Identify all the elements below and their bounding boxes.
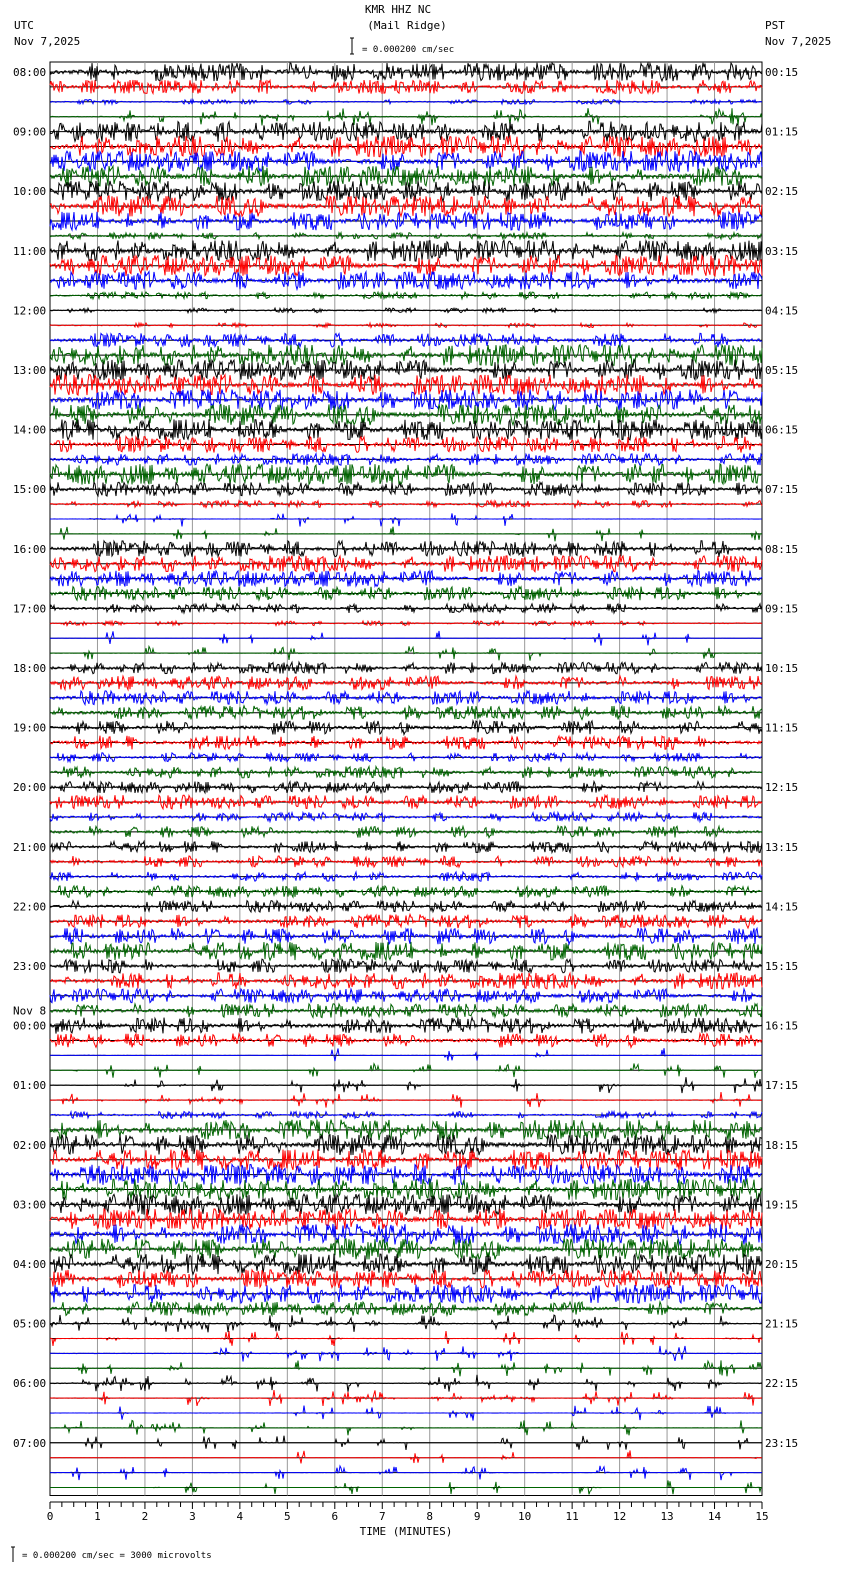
x-tick-label: 12 [612, 1510, 627, 1523]
pst-hour-label: 21:15 [765, 1317, 799, 1331]
pst-hour-label: 11:15 [765, 721, 799, 735]
seismic-trace [50, 1077, 762, 1093]
date-change-label: Nov 8 [13, 1004, 47, 1018]
pst-hour-label: 16:15 [765, 1019, 799, 1033]
x-tick-label: 14 [707, 1510, 722, 1523]
pst-hour-label: 08:15 [765, 542, 799, 556]
utc-hour-label: 12:00 [13, 304, 47, 318]
x-tick-label: 7 [378, 1510, 386, 1523]
x-tick-label: 5 [284, 1510, 291, 1523]
pst-hour-label: 04:15 [765, 304, 799, 318]
seismic-trace [50, 1331, 762, 1346]
seismic-trace [50, 527, 762, 542]
station-location: (Mail Ridge) [367, 19, 447, 32]
utc-hour-label: 00:00 [13, 1019, 47, 1033]
utc-hour-label: 23:00 [13, 960, 47, 973]
utc-hour-label: 10:00 [13, 185, 47, 199]
right-date: Nov 7,2025 [765, 35, 832, 48]
utc-hour-label: 15:00 [13, 483, 47, 497]
station-title: KMR HHZ NC [364, 3, 432, 16]
pst-hour-label: 12:15 [765, 781, 799, 795]
x-tick-label: 11 [565, 1510, 579, 1523]
pst-hour-label: 07:15 [765, 483, 799, 497]
utc-hour-label: 22:00 [13, 900, 47, 914]
x-tick-label: 6 [331, 1510, 339, 1523]
x-tick-label: 10 [518, 1510, 532, 1523]
pst-hour-label: 17:15 [765, 1079, 799, 1093]
utc-hour-label: 02:00 [13, 1138, 47, 1152]
seismic-trace [50, 513, 762, 526]
seismic-trace [50, 872, 762, 881]
seismic-trace [50, 1375, 762, 1392]
x-tick-label: 0 [46, 1510, 54, 1523]
utc-hour-label: 11:00 [13, 244, 47, 258]
right-timezone: PST [765, 19, 785, 32]
seismic-trace [50, 1360, 762, 1376]
scale-text: = 0.000200 cm/sec [362, 45, 455, 55]
seismic-trace [50, 1315, 762, 1332]
footer-scale-text: = 0.000200 cm/sec = 3000 microvolts [22, 1551, 212, 1561]
utc-hour-label: 21:00 [13, 840, 47, 854]
utc-hour-label: 08:00 [13, 66, 47, 79]
utc-hour-label: 03:00 [13, 1198, 47, 1212]
x-tick-label: 3 [189, 1510, 196, 1523]
pst-hour-label: 06:15 [765, 423, 799, 437]
seismic-trace [50, 108, 762, 125]
scale-bar-icon [350, 38, 354, 54]
pst-hour-label: 02:15 [765, 185, 799, 199]
left-date: Nov 7,2025 [14, 35, 81, 48]
footer-scale-icon [11, 1547, 15, 1562]
pst-hour-label: 15:15 [765, 960, 799, 973]
utc-hour-label: 09:00 [13, 125, 47, 139]
x-tick-label: 1 [94, 1510, 101, 1523]
x-axis-label: TIME (MINUTES) [359, 1525, 453, 1538]
utc-hour-label: 19:00 [13, 721, 47, 735]
x-tick-label: 2 [141, 1510, 149, 1523]
utc-hour-label: 04:00 [13, 1258, 47, 1271]
traces [50, 63, 762, 1495]
utc-hour-label: 05:00 [13, 1317, 47, 1331]
pst-hour-label: 18:15 [765, 1138, 799, 1152]
utc-hour-label: 01:00 [13, 1079, 47, 1093]
pst-hour-label: 23:15 [765, 1436, 799, 1450]
left-timezone: UTC [14, 19, 34, 32]
seismic-trace [50, 1346, 762, 1362]
pst-hour-label: 20:15 [765, 1258, 799, 1271]
seismic-trace [50, 1406, 762, 1421]
pst-hour-label: 13:15 [765, 840, 799, 854]
seismic-trace [50, 308, 762, 313]
seismic-trace [50, 1048, 762, 1061]
pst-hour-label: 05:15 [765, 364, 799, 377]
seismic-trace [50, 323, 762, 328]
seismic-trace [50, 1466, 762, 1480]
utc-hour-label: 17:00 [13, 602, 47, 616]
pst-hour-label: 09:15 [765, 602, 799, 616]
pst-hour-label: 00:15 [765, 66, 799, 79]
seismic-trace [50, 1480, 762, 1494]
seismic-trace [50, 1064, 762, 1078]
x-tick-label: 13 [660, 1510, 674, 1523]
utc-hour-label: 13:00 [13, 364, 47, 377]
x-tick-label: 15 [755, 1510, 769, 1523]
utc-hour-label: 14:00 [13, 423, 47, 437]
pst-hour-label: 10:15 [765, 662, 799, 675]
seismic-trace [50, 1390, 762, 1406]
seismic-trace [50, 604, 762, 613]
utc-hour-label: 07:00 [13, 1436, 47, 1450]
seismic-trace [50, 1420, 762, 1435]
pst-hour-label: 14:15 [765, 900, 799, 914]
utc-hour-label: 06:00 [13, 1377, 47, 1391]
utc-hour-label: 18:00 [13, 662, 47, 675]
utc-hour-label: 16:00 [13, 542, 47, 556]
x-tick-label: 4 [236, 1510, 244, 1523]
seismic-trace [50, 100, 762, 105]
pst-hour-label: 19:15 [765, 1198, 799, 1212]
seismic-trace [50, 1451, 762, 1464]
pst-hour-label: 22:15 [765, 1377, 799, 1391]
pst-hour-label: 01:15 [765, 125, 799, 139]
utc-hour-label: 20:00 [13, 781, 47, 795]
seismic-trace [50, 1092, 762, 1108]
x-tick-label: 9 [473, 1510, 481, 1523]
x-axis [47, 1502, 769, 1523]
pst-hour-label: 03:15 [765, 244, 799, 258]
seismic-trace [50, 1004, 762, 1018]
seismic-trace [50, 501, 762, 508]
x-tick-label: 8 [426, 1510, 434, 1523]
